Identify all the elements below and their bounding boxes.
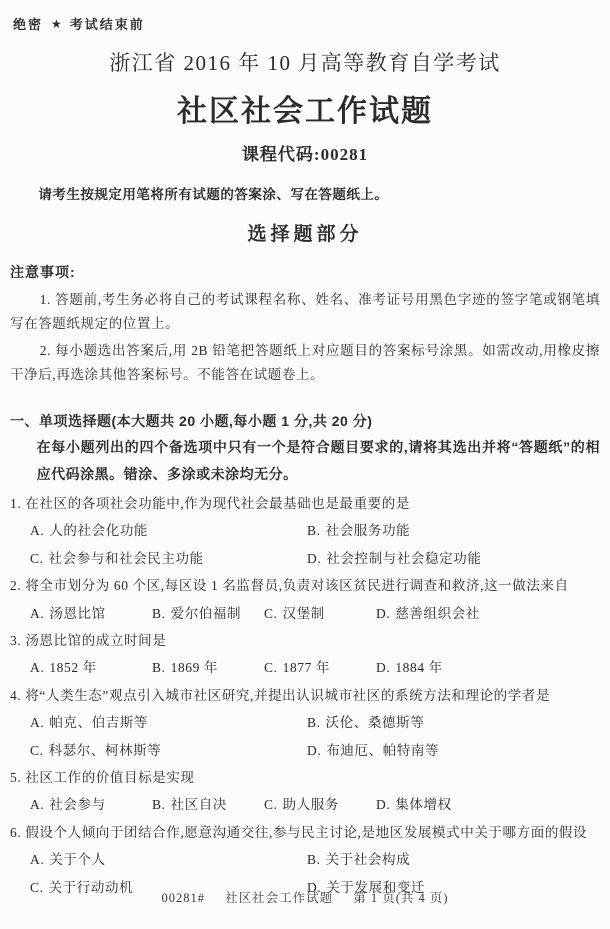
option-item [307,709,600,736]
star-icon: ★ [51,16,62,31]
option-text: 1869 年 [170,660,219,676]
notes-heading: 注意事项: [10,264,76,280]
option-item [376,791,600,818]
option-item [30,545,307,572]
question-number: 6. [10,824,26,840]
option-label: B. [152,605,166,621]
options-grid [10,709,600,764]
option-text: 1852 年 [49,660,97,676]
section-title: 选择题部分 [247,224,363,245]
question-text [10,682,600,709]
option-text: 集体增权 [395,797,452,813]
question-number: 5. [10,770,26,786]
options-grid [10,517,600,572]
question-item [10,682,600,764]
option-text: 科瑟尔、柯林斯等 [48,742,162,758]
option-text: 汉堡制 [282,605,325,621]
option-label: A. [30,715,45,731]
question-list [10,490,600,901]
answer-instruction-notice: 请考生按规定用笔将所有试题的答案涂、写在答题纸上。 [38,187,389,202]
option-item [30,600,152,627]
option-text: 人的社会化功能 [49,523,149,539]
footer-page-number: 第 1 页(共 4 页) [353,891,449,905]
note-item: 2. 每小题选出答案后,用 2B 铅笔把答题纸上对应题目的答案标号涂黑。如需改动,用橡皮擦干净后,再选涂其他答案标号。不能答在试题卷上。 [10,343,600,382]
option-item [152,791,264,818]
option-text: 关于发展和变迁 [326,879,426,895]
option-item [307,846,600,873]
option-label: C. [264,605,278,621]
exam-timing-label: 考试结束前 [69,17,145,32]
option-label: C. [30,550,44,566]
part1-heading: 一、单项选择题(本大题共 20 小题,每小题 1 分,共 20 分) [10,413,373,429]
question-text [10,572,600,599]
option-item [264,791,376,818]
question-text [10,490,600,517]
option-label: C. [30,879,44,895]
footer-course-code: 00281# [161,891,205,905]
question-stem: 在社区的各项社会功能中,作为现代社会最基础也是最重要的是 [25,496,410,511]
options-grid [10,654,600,681]
option-item [264,654,376,681]
option-label: A. [30,605,45,621]
question-number: 1. [10,496,26,511]
question-stem: 将全市划分为 60 个区,每区设 1 名监督员,负责对该区贫民进行调查和救济,这一做法来自 [25,578,569,594]
exam-session-title: 浙江省 2016 年 10 月高等教育自学考试 [109,51,501,75]
question-stem: 假设个人倾向于团结合作,愿意沟通交往,参与民主讨论,是地区发展模式中关于哪方面的假设 [25,824,588,840]
option-label: D. [376,660,391,676]
option-label: B. [307,523,321,539]
option-text: 布迪厄、帕特南等 [326,742,440,758]
option-item [30,791,152,818]
option-item [30,846,307,873]
option-label: C. [264,660,278,676]
option-text: 爱尔伯福制 [170,605,242,621]
option-label: A. [30,523,45,539]
option-item [152,600,264,627]
option-text: 关于行动动机 [48,879,134,895]
option-text: 社区自决 [170,797,227,813]
option-label: D. [376,605,391,621]
question-number: 2. [10,578,26,594]
footer-paper-title: 社区社会工作试题 [225,891,334,905]
option-item [307,517,600,544]
option-text: 社会控制与社会稳定功能 [326,550,482,566]
question-stem: 社区工作的价值目标是实现 [25,770,195,786]
option-item [376,600,600,627]
option-item [30,709,307,736]
options-grid [10,791,600,818]
security-header [13,14,600,33]
question-text [10,764,600,791]
option-text: 沃伦、桑德斯等 [325,715,425,731]
question-text [10,819,600,846]
option-text: 社会参与 [49,797,106,813]
question-text [10,627,600,654]
option-label: B. [152,797,166,813]
option-label: B. [152,660,166,676]
security-classification-label: 绝密 [13,17,44,32]
option-label: D. [376,797,391,813]
option-text: 关于社会构成 [325,852,411,868]
option-item [376,654,600,681]
question-number: 3. [10,633,26,649]
option-text: 社会参与和社会民主功能 [48,550,204,566]
option-label: C. [30,742,44,758]
option-label: B. [307,852,321,868]
option-text: 汤恩比馆 [49,605,106,621]
option-label: B. [307,715,321,731]
option-label: A. [30,660,45,676]
option-label: A. [30,852,45,868]
page-footer [0,888,610,906]
option-label: D. [307,879,322,895]
option-item [307,545,600,572]
note-item: 1. 答题前,考生务必将自己的考试课程名称、姓名、准考证号用黑色字迹的签字笔或钢笔填写在答题纸规定的位置上。 [10,292,600,331]
option-text: 社会服务功能 [325,523,411,539]
question-item [10,490,600,572]
option-text: 助人服务 [282,797,339,813]
option-text: 帕克、伯吉斯等 [49,715,149,731]
question-number: 4. [10,687,26,703]
part1-instruction: 在每小题列出的四个备选项中只有一个是符合题目要求的,请将其选出并将“答题纸”的相应代码涂黑。错涂、多涂或未涂均无分。 [36,439,600,482]
option-item [30,737,307,764]
question-stem: 汤恩比馆的成立时间是 [25,633,167,649]
option-label: C. [264,797,278,813]
option-text: 关于个人 [49,852,106,868]
question-item [10,572,600,627]
option-label: D. [307,742,322,758]
question-item [10,764,600,819]
course-code: 课程代码:00281 [241,145,369,164]
option-item [152,654,264,681]
option-text: 慈善组织会社 [395,605,480,621]
question-item [10,627,600,682]
option-item [307,737,600,764]
paper-title: 社区社会工作试题 [177,95,433,128]
option-label: D. [307,550,322,566]
question-stem: 将“人类生态”观点引入城市社区研究,并提出认识城市社区的系统方法和理论的学者是 [25,687,551,703]
option-label: A. [30,797,45,813]
option-item [264,600,376,627]
option-item [30,517,307,544]
option-text: 1884 年 [395,660,443,676]
option-item [30,654,152,681]
option-text: 1877 年 [282,660,331,676]
options-grid [10,600,600,627]
